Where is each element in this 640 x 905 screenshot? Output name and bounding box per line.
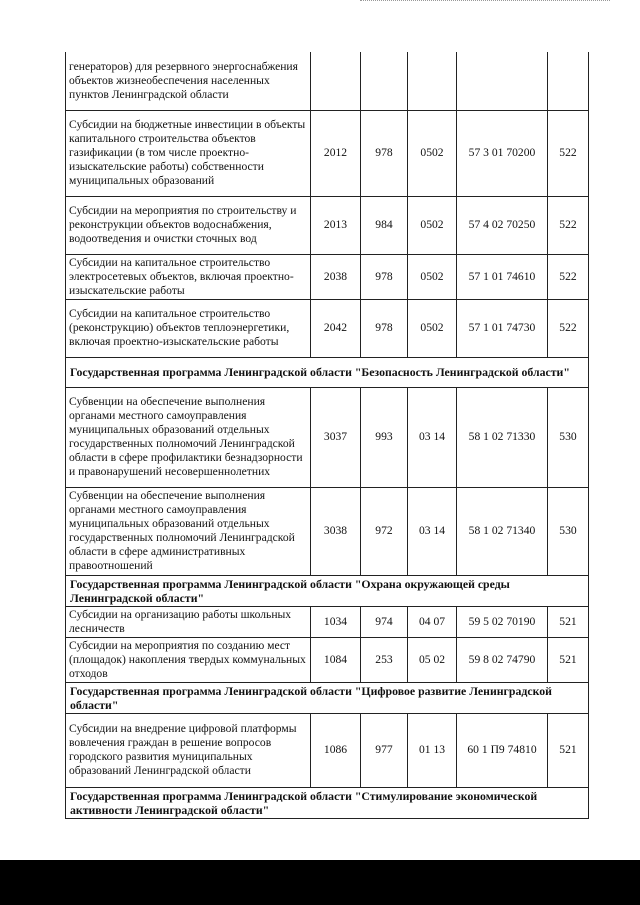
table-row <box>66 254 589 299</box>
row-vr: 521 <box>548 713 589 787</box>
table-row <box>66 713 589 787</box>
row-rzpr: 04 07 <box>408 606 457 637</box>
row-vr: 530 <box>548 487 589 575</box>
row-rzpr: 05 02 <box>408 637 457 682</box>
row-rzpr: 03 14 <box>408 487 457 575</box>
row-name: Субсидии на внедрение цифровой платформы вовлечения граждан в решение вопросов городского развития муниципальных образований Ленинградской области <box>66 713 311 787</box>
row-name: Субсидии на бюджетные инвестиции в объекты капитального строительства объектов газификации (в том числе проектно-изыскательские работы) собственности муниципальных образований <box>66 110 311 196</box>
row-grbs: 978 <box>361 110 408 196</box>
table-row <box>66 299 589 357</box>
row-vr: 521 <box>548 606 589 637</box>
row-name: Субсидии на организацию работы школьных лесничеств <box>66 606 311 637</box>
table-row <box>66 52 589 110</box>
row-grbs: 978 <box>361 254 408 299</box>
row-vr: 522 <box>548 196 589 254</box>
table-row <box>66 487 589 575</box>
scan-bottom-bar <box>0 860 640 905</box>
row-code: 2013 <box>311 196 361 254</box>
row-vr: 522 <box>548 254 589 299</box>
program-heading: Государственная программа Ленинградской области "Цифровое развитие Ленинградской области" <box>66 682 589 713</box>
row-name: Субсидии на мероприятия по созданию мест (площадок) накопления твердых коммунальных отходов <box>66 637 311 682</box>
row-code: 3038 <box>311 487 361 575</box>
row-grbs: 993 <box>361 387 408 487</box>
row-vr: 521 <box>548 637 589 682</box>
row-csr: 57 1 01 74610 <box>457 254 548 299</box>
row-code: 1034 <box>311 606 361 637</box>
program-heading: Государственная программа Ленинградской области "Безопасность Ленинградской области" <box>66 357 589 387</box>
budget-table <box>65 52 589 819</box>
row-grbs: 984 <box>361 196 408 254</box>
row-name: Субсидии на капитальное строительство электросетевых объектов, включая проектно-изыскательские работы <box>66 254 311 299</box>
program-heading: Государственная программа Ленинградской области "Охрана окружающей среды Ленинградской области" <box>66 575 589 606</box>
row-csr: 57 4 02 70250 <box>457 196 548 254</box>
row-code: 3037 <box>311 387 361 487</box>
row-rzpr: 0502 <box>408 254 457 299</box>
row-vr: 522 <box>548 299 589 357</box>
row-csr: 59 5 02 70190 <box>457 606 548 637</box>
row-csr: 58 1 02 71330 <box>457 387 548 487</box>
row-grbs: 972 <box>361 487 408 575</box>
table-row <box>66 606 589 637</box>
row-csr: 60 1 П9 74810 <box>457 713 548 787</box>
row-code: 2042 <box>311 299 361 357</box>
row-rzpr: 01 13 <box>408 713 457 787</box>
row-code: 2012 <box>311 110 361 196</box>
row-csr: 57 3 01 70200 <box>457 110 548 196</box>
row-name: Субвенции на обеспечение выполнения органами местного самоуправления муниципальных образований отдельных государственных полномочий Ленинградской области в сфере профилактики безнадзорности и правонарушений несовершеннолетних <box>66 387 311 487</box>
row-name: Субсидии на мероприятия по строительству и реконструкции объектов водоснабжения, водоотведения и очистки сточных вод <box>66 196 311 254</box>
scan-top-mark <box>360 0 610 5</box>
row-vr: 522 <box>548 110 589 196</box>
table-row <box>66 196 589 254</box>
row-name: Субвенции на обеспечение выполнения органами местного самоуправления муниципальных образований отдельных государственных полномочий Ленинградской области в сфере административных правоотношений <box>66 487 311 575</box>
row-grbs: 253 <box>361 637 408 682</box>
program-heading: Государственная программа Ленинградской области "Стимулирование экономической активности Ленинградской области" <box>66 787 589 818</box>
row-grbs: 974 <box>361 606 408 637</box>
program-heading-row <box>66 787 589 818</box>
row-rzpr: 0502 <box>408 196 457 254</box>
table-row <box>66 387 589 487</box>
row-grbs: 977 <box>361 713 408 787</box>
row-csr: 57 1 01 74730 <box>457 299 548 357</box>
table-row <box>66 637 589 682</box>
program-heading-row <box>66 682 589 713</box>
row-rzpr: 0502 <box>408 299 457 357</box>
program-heading-row <box>66 357 589 387</box>
row-csr: 59 8 02 74790 <box>457 637 548 682</box>
row-code: 2038 <box>311 254 361 299</box>
row-name: генераторов) для резервного энергоснабжения объектов жизнеобеспечения населенных пунктов Ленинградской области <box>66 52 311 110</box>
row-vr: 530 <box>548 387 589 487</box>
row-code: 1084 <box>311 637 361 682</box>
table-row <box>66 110 589 196</box>
row-csr: 58 1 02 71340 <box>457 487 548 575</box>
program-heading-row <box>66 575 589 606</box>
row-rzpr: 03 14 <box>408 387 457 487</box>
row-grbs: 978 <box>361 299 408 357</box>
row-code: 1086 <box>311 713 361 787</box>
row-name: Субсидии на капитальное строительство (реконструкцию) объектов теплоэнергетики, включая проектно-изыскательские работы <box>66 299 311 357</box>
row-rzpr: 0502 <box>408 110 457 196</box>
